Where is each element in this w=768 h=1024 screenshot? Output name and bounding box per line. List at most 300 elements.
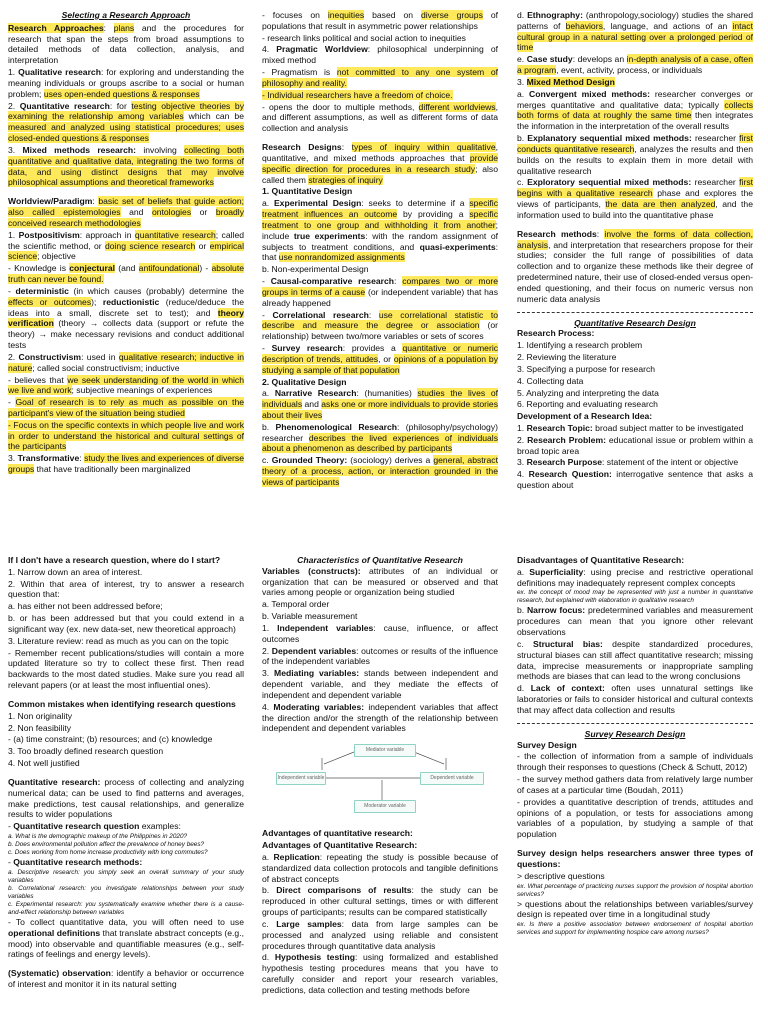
text-run: 2. Within that area of interest, try to answer a research question that: [8, 578, 244, 600]
highlighted-text: testing objective theories by examining the relationship among variables [8, 100, 244, 122]
paragraph [262, 67, 498, 89]
term-label: Exploratory sequential mixed methods: [527, 177, 692, 188]
paragraph [8, 555, 244, 566]
highlighted-text: strategies of inquiry [308, 174, 383, 185]
text-run: - To collect quantitative data, you will often need to use [8, 916, 244, 927]
text-run: : using precise and restrictive operational definitions may inadequately represent complex concepts [517, 566, 753, 588]
text-run: 1. Narrow down an area of interest. [8, 566, 143, 577]
text-run: d. [517, 10, 528, 20]
text-run: 2. [517, 434, 528, 445]
paragraph [517, 423, 753, 434]
paragraph [517, 899, 753, 921]
term-label: Development of a Research Idea: [517, 411, 653, 422]
text-run: : seeks to determine if a [361, 198, 470, 209]
term-label: Disadvantages of Quantitative Research: [517, 555, 685, 565]
paragraph [8, 23, 244, 66]
text-run: - [8, 821, 14, 832]
column-2-bottom [262, 555, 498, 1022]
paragraph [262, 702, 498, 734]
paragraph [8, 711, 244, 722]
highlighted-text: doing science research [104, 240, 196, 251]
text-run: : provides a [342, 343, 403, 354]
text-run: - [8, 397, 16, 408]
text-run: ); [91, 296, 103, 307]
text-run: : for [109, 100, 132, 111]
section-title: Selecting a Research Approach [61, 10, 191, 20]
term-label: Advantages of Quantitative Research: [262, 840, 418, 851]
paragraph [8, 734, 244, 745]
column-3-top [517, 10, 753, 530]
text-run: : (philosophy/psychology) researcher [262, 421, 498, 443]
text-run: that have traditionally been marginalized [34, 464, 191, 475]
paragraph [8, 230, 244, 262]
text-run: : using formalized and established hypothesis testing procedures means that you have to carefully consider and report your research variables, predictions, data collection and testing methods before [262, 952, 498, 995]
highlighted-text: specific treatment influences an outcome [262, 198, 498, 220]
term-label: Narrative Research [274, 388, 357, 399]
text-run: b. [517, 133, 528, 144]
paragraph [517, 871, 753, 882]
term-label: Replication [273, 851, 320, 862]
text-run: , and interpretation that researchers propose for their studies; consider the full range of possibilities of data collection and to organize these methods like their degree of predetermined nature, their use of closed-ended versus open-ended questioning, and their focus on numeric versus non numeric data analysis [517, 239, 753, 304]
paragraph [517, 774, 753, 796]
term-label: Pragmatic Worldview [276, 44, 368, 55]
highlighted-text: opinions of a population by studying a sample of that population [262, 353, 498, 375]
paragraph [8, 397, 244, 419]
term-label: (Systematic) observation [8, 968, 111, 979]
text-run: then integrates the information in the interpretation of the overall results [517, 110, 753, 132]
text-run: 2. Reviewing the literature [517, 352, 617, 363]
text-run: a. [262, 198, 274, 209]
text-run: of populations that result in asymmetric power relationships [262, 10, 498, 31]
text-run: b. [262, 885, 277, 896]
paragraph [8, 286, 244, 351]
text-run: 4. [262, 701, 274, 712]
paragraph [262, 33, 498, 44]
term-label: Case study [526, 54, 573, 65]
text-run: - the survey method gathers data from relatively large number of cases at a particular time (Boudah, 2011) [517, 774, 753, 795]
column-2-top [262, 10, 498, 530]
paragraph [262, 276, 498, 308]
text-run: broad subject matter to be investigated [592, 422, 744, 433]
text-run: b. [517, 605, 527, 616]
highlighted-text: Goal of research is to rely as much as possible on the participant's view of the situation being studied [8, 397, 244, 418]
text-run: - [262, 276, 271, 287]
paragraph [262, 828, 498, 839]
text-run: (and [115, 263, 139, 274]
paragraph [517, 751, 753, 773]
paragraph [517, 77, 753, 88]
paragraph [8, 857, 244, 868]
paragraph [517, 352, 753, 363]
example-note: b. Does environmental pollution affect the prevalence of honey bees? [8, 841, 205, 849]
paragraph [262, 566, 498, 598]
text-run: 3. [517, 457, 527, 468]
paragraph [262, 44, 498, 66]
text-run: : the study can be reproduced in other cultural settings, times or with different groups of participants; results can be compared statistically [262, 885, 498, 918]
text-run: ; include [262, 219, 498, 241]
text-run: : outcomes or results of the influence of the independent variables [262, 645, 498, 667]
paragraph [517, 567, 753, 589]
text-run: 1. [517, 422, 527, 433]
term-label: Quantitative research [19, 100, 110, 111]
paragraph [262, 264, 498, 275]
paragraph [517, 683, 753, 715]
highlighted-text: - Focus on the specific contexts in which people live and work in order to understand the historical and cultural settings of the participants [8, 419, 244, 452]
term-label: deterministic [15, 285, 69, 296]
highlighted-text: first conducts quantitative research [517, 133, 753, 154]
text-run: - opens the door to multiple methods, [262, 101, 419, 112]
highlighted-text: Research Approaches [8, 22, 104, 33]
paragraph [517, 376, 753, 387]
highlighted-text: studies the lives of individuals [262, 388, 498, 410]
text-run: : philosophical underpinning of mixed method [262, 44, 498, 66]
text-run: 2. [8, 351, 19, 362]
mediator-variable-node: Mediator variable [354, 744, 416, 756]
text-run: ; called the scientific method, or [8, 229, 244, 251]
paragraph [8, 453, 244, 475]
text-run: > questions about the relationships between variables/survey design is repeated over time in a longitudinal study [517, 898, 753, 920]
highlighted-text: use correlational statistic to describe and measure the degree or association [262, 309, 498, 331]
text-run: c. [262, 918, 277, 929]
highlighted-text: study the lives and experiences of diverse groups [8, 453, 244, 475]
highlighted-text: absolute truth can never be found. [8, 263, 244, 285]
highlighted-text: effects or outcomes [8, 296, 92, 307]
paragraph [262, 142, 498, 185]
term-label: Research Topic: [526, 422, 593, 433]
text-run: - [8, 285, 16, 296]
example-note: ex. What percentage of practicing nurses support the provision of hospital abortion services? [517, 882, 753, 898]
text-run: : [596, 228, 605, 239]
term-label: Correlational research [272, 309, 369, 320]
text-run: 3. Too broadly defined research question [8, 746, 164, 757]
highlighted-text: use nonrandomized assignments [278, 252, 405, 263]
highlighted-text: different worldviews [418, 101, 496, 112]
term-label: Dependent variables [271, 645, 357, 656]
paragraph [262, 623, 498, 645]
text-run: b. [262, 421, 276, 432]
term-label: 1. Quantitative Design [262, 186, 353, 197]
term-label: Survey Design [517, 739, 577, 750]
text-run: ; also called them [262, 163, 498, 185]
paragraph [517, 10, 753, 53]
text-run: - focuses on [262, 10, 328, 20]
highlighted-text: behaviors [565, 20, 603, 31]
text-run: ; subjective meanings of experiences [71, 385, 213, 396]
paragraph [517, 411, 753, 422]
paragraph [262, 599, 498, 610]
paragraph [517, 399, 753, 410]
paragraph [8, 101, 244, 144]
term-label: Research Question: [528, 469, 612, 480]
term-label: If I don't have a research question, where do I start? [8, 555, 221, 565]
independent-variable-node: Independent variable [276, 772, 326, 784]
text-run: and [302, 399, 322, 410]
term-label: Quantitative research methods: [13, 857, 143, 868]
term-label: Large samples [276, 918, 342, 929]
example-note: ex. Is there a positive association between endorsement of hospital abortion services and support for implementing hospice care among nurses? [517, 921, 753, 937]
paragraph [8, 567, 244, 578]
term-label: Survey research [271, 343, 343, 354]
paragraph [8, 196, 244, 228]
section-title: Survey Research Design [584, 728, 686, 739]
text-run: : data from large samples can be processed and analyzed using reliable and consistent procedures through quantitative data analysis [262, 918, 498, 951]
column-1-top [8, 10, 244, 530]
text-run: involving [136, 144, 185, 155]
text-run: : develops an [572, 54, 627, 65]
highlighted-text: uses open-ended questions & responses [43, 88, 200, 99]
text-run: : that [262, 241, 498, 263]
highlighted-text: ontologies [151, 207, 192, 218]
term-label: Superficiality [529, 566, 584, 577]
text-run: despite standardized procedures, structural biases can still affect quantitative research; missing data, imprecise measurements or inappropriate sampling methods are biases that can lead to the wrong conclusions [517, 638, 753, 682]
highlighted-text: - Individual researchers have a freedom of choice. [262, 89, 453, 100]
highlighted-text: we seek understanding of the world in which we live and work [8, 374, 244, 396]
text-run: and the procedures for research that span the steps from broad assumptions to detailed methods of data collection, analysis, and interpretation [8, 22, 244, 66]
section-title: Quantitative Research Design [574, 317, 696, 328]
highlighted-text: compares two or more groups in terms of a cause [262, 276, 498, 297]
paragraph [517, 340, 753, 351]
text-run: 2. Non feasibility [8, 722, 72, 733]
text-run: - believes that [8, 374, 68, 385]
text-run: by providing a [397, 209, 470, 220]
term-label: Structural bias: [532, 638, 603, 649]
text-run: stands between independent and dependent variable, and they mediate the effects of independent and dependent variable [262, 668, 498, 700]
term-label: Independent variables [277, 622, 374, 633]
term-label: Survey design helps researchers answer three types of questions: [517, 848, 753, 869]
paragraph [8, 746, 244, 757]
paragraph [517, 364, 753, 375]
term-label: Mixed methods research: [22, 144, 137, 155]
term-label: Research Purpose [526, 457, 603, 468]
text-run: phase and explores the views of participants, [517, 188, 753, 210]
text-run: process of collecting and analyzing numerical data; can be used to find patterns and averages, make predictions, test causal relationships, and generalize results to wider populations [8, 776, 244, 820]
paragraph [517, 457, 753, 468]
text-run: (or independent variable) that has already happened [262, 286, 498, 308]
text-run: 4. Not well justified [8, 758, 80, 769]
highlighted-text: conjectural [69, 263, 116, 274]
text-run: > descriptive questions [517, 870, 605, 881]
text-run: : for exploring and understanding the meaning individuals or groups ascribe to a social or human problem; [8, 67, 244, 99]
highlighted-text: general, abstract theory of a process, action, or interaction grounded in the views of participants [262, 455, 498, 487]
text-run: or [195, 240, 210, 251]
text-run: b. Variable measurement [262, 611, 358, 622]
term-label: Explanatory sequential mixed methods: [527, 133, 692, 144]
text-run: a. has either not been addressed before; [8, 601, 163, 612]
term-label: Advantages of quantitative research: [262, 828, 413, 839]
text-run: : repeating the study is possible because of standardized data collection protocols and tangible definitions of abstract concepts [262, 851, 498, 884]
highlighted-text: qualitative research; inductive in nature [8, 351, 244, 373]
text-run: : (humanities) [356, 388, 418, 399]
highlighted-text: quantitative research [134, 229, 216, 240]
term-label: Research Problem: [527, 434, 606, 445]
highlighted-text: measured and analyzed using statistical procedures; uses closed-ended questions & responses [8, 122, 244, 144]
text-run: (theory → collects data (support or refute the theory) → make necessary revisions and conduct additional tests [8, 318, 244, 351]
text-run: researcher converges or merges quantitative and qualitative data; typically [517, 88, 753, 110]
text-run: a. [262, 388, 275, 399]
text-run: , and different assumptions, as well as different forms of data collection and analysis [262, 101, 498, 134]
text-run: 3. [8, 144, 23, 155]
section-title: Characteristics of Quantitative Research [297, 555, 463, 565]
text-run: predetermined variables and measurement procedures can mean that you ignore other relevant observations [517, 605, 753, 638]
text-run: b. Non-experimental Design [262, 264, 369, 275]
paragraph [517, 229, 753, 305]
text-run: , event, activity, process, or individuals [556, 65, 703, 76]
term-label: Common mistakes when identifying research questions [8, 698, 236, 709]
text-run: 4. [262, 44, 277, 55]
term-label: Worldview/Paradigm [8, 196, 93, 207]
paragraph [517, 177, 753, 220]
text-run: ) - [199, 263, 212, 274]
text-run: independent variables that affect the direction and/or the strength of the relationship between independent and dependent variables [262, 701, 498, 734]
term-label: Hypothesis testing [274, 952, 355, 963]
text-run: or [191, 207, 216, 218]
text-run: - research links political and social action to inequities [262, 32, 466, 43]
highlighted-text: diverse groups [420, 10, 483, 20]
text-run: ; objective [37, 251, 76, 262]
text-run: often uses unnatural settings like laboratories or fails to consider historical and cultural contexts that may affect data collection and results [517, 683, 753, 715]
paragraph [262, 840, 498, 851]
paragraph [517, 89, 753, 132]
text-run: based on [364, 10, 421, 20]
highlighted-text: broadly conceived research methodologies [8, 207, 244, 228]
text-run: - Knowledge is [8, 263, 70, 274]
text-run: 2. [262, 645, 272, 656]
term-label: 2. Qualitative Design [262, 376, 347, 387]
term-label: Convergent mixed methods: [529, 88, 651, 99]
highlighted-text: basic set of beliefs that guide action; also called [8, 196, 244, 218]
paragraph [262, 102, 498, 134]
highlighted-text: involve the forms of data collection, analysis [517, 228, 753, 250]
text-run: : identify a behavior or occurrence of interest and monitor it in its natural setting [8, 968, 244, 990]
highlighted-text: empirical science [8, 240, 244, 262]
paragraph [8, 613, 244, 635]
highlighted-text: epistemologies [63, 207, 121, 218]
paragraph [517, 555, 753, 566]
text-run: , analyzes the results and then builds on the results to explain them in more detail with qualitative research [517, 143, 753, 176]
paragraph [517, 328, 753, 339]
text-run: : [341, 142, 352, 153]
paragraph [262, 611, 498, 622]
term-label: Moderating variables: [273, 701, 365, 712]
paragraph [262, 646, 498, 668]
highlighted-text: specific treatment to one group and withholding it from another [262, 209, 498, 230]
paragraph [262, 186, 498, 197]
paragraph [8, 758, 244, 769]
term-label: Research methods [517, 228, 597, 239]
paragraph [517, 605, 753, 637]
paragraph [262, 198, 498, 263]
text-run: a. [262, 851, 274, 862]
text-run: 1. Non originality [8, 710, 73, 721]
paragraph [8, 579, 244, 601]
text-run: : [394, 276, 403, 287]
term-label: Grounded Theory: [271, 455, 348, 466]
paragraph [517, 133, 753, 176]
text-run: 4. [517, 469, 529, 480]
highlighted-text: collects both forms of data at roughly the same time [517, 99, 753, 121]
variables-diagram [262, 740, 498, 818]
term-label: reductionistic [102, 296, 160, 307]
text-run: 6. Reporting and evaluating research [517, 399, 658, 410]
term-label: Quantitative research question [13, 821, 140, 832]
text-run: c. [517, 638, 533, 649]
text-run: - [262, 343, 272, 354]
term-label: Phenomenological Research [275, 421, 398, 432]
example-note: c. Experimental research: you systematically examine whether there is a cause-and-effect relationship between variables [8, 900, 244, 916]
text-run: (sociology) derives a [347, 455, 434, 466]
highlighted-text: collecting both quantitative and qualitative data, integrating the two forms of data, and using distinct designs that may involve philosophical assumptions and theoretical frameworks [8, 144, 244, 188]
example-note: a. What is the demographic makeup of the Philippines in 2020? [8, 833, 188, 841]
highlighted-text: provide specific direction for procedures in a research study [262, 152, 498, 174]
term-label: Research Designs [262, 142, 342, 153]
example-note: a. Descriptive research: you simply seek an overall summary of your study variables [8, 868, 244, 884]
paragraph [8, 821, 244, 832]
paragraph [262, 377, 498, 388]
example-note: c. Does working from home increase productivity with long commutes? [8, 849, 208, 857]
text-run: - [8, 857, 14, 868]
paragraph [262, 919, 498, 951]
text-run: a. Temporal order [262, 599, 330, 610]
text-run: 4. Collecting data [517, 375, 584, 386]
text-run: d. [517, 683, 531, 694]
paragraph [262, 388, 498, 420]
paragraph [8, 723, 244, 734]
text-run: - Remember recent publications/studies will contain a more updated literature so try to collect these first. Then read backwards to the most dated studies. Make sure you read all relevant papers (or at least the most influential ones). [8, 647, 244, 691]
highlighted-text: the data are then analyzed [605, 199, 716, 210]
text-run: (or relationship) between two/more variables or sets of scores [262, 320, 498, 342]
text-run: d. [262, 952, 275, 963]
highlighted-text: antifoundational [138, 263, 200, 274]
paragraph [262, 10, 498, 32]
dependent-variable-node: Dependent variable [420, 772, 484, 784]
paragraph [8, 352, 244, 374]
highlighted-text: plans [113, 22, 135, 33]
paragraph [517, 797, 753, 840]
text-run: and [120, 207, 152, 218]
highlighted-text: asks one or more individuals to provide stories about their lives [262, 399, 498, 420]
paragraph [8, 917, 244, 960]
text-run: 1. [262, 622, 278, 633]
paragraph [517, 54, 753, 76]
text-run: attributes of an individual or organization that can be measured or observed and that varies among people or organization being studied [262, 565, 498, 598]
paragraph [517, 469, 753, 491]
term-label: Transformative [17, 453, 80, 464]
example-note: ex. the concept of mood may be represented with just a number in quantitative research, but explained with elaboration in qualitative research [517, 589, 753, 605]
text-run: - [262, 309, 273, 320]
text-run: - Pragmatism is [262, 67, 337, 78]
text-run: , or [378, 353, 394, 364]
paragraph [517, 388, 753, 399]
text-run: , and the information used to build into the quantitative phase [517, 199, 753, 220]
paragraph [262, 952, 498, 995]
term-label: true experiments [293, 230, 366, 241]
column-1-bottom [8, 555, 244, 1022]
paragraph [8, 67, 244, 99]
text-run: (anthropology,sociology) studies the shared patterns of [517, 10, 753, 31]
paragraph [517, 435, 753, 457]
section-divider [517, 312, 753, 313]
paragraph [517, 740, 753, 751]
text-run: c. [262, 455, 272, 466]
paragraph [262, 422, 498, 454]
term-label: Direct comparisons of results [276, 885, 412, 896]
paragraph [517, 639, 753, 682]
term-label: Narrow focus: [526, 605, 586, 616]
text-run: researcher [691, 133, 740, 144]
term-label: Constructivism [18, 351, 82, 362]
column-3-bottom [517, 555, 753, 1022]
text-run: educational issue or problem within a broad topic area [517, 434, 753, 456]
